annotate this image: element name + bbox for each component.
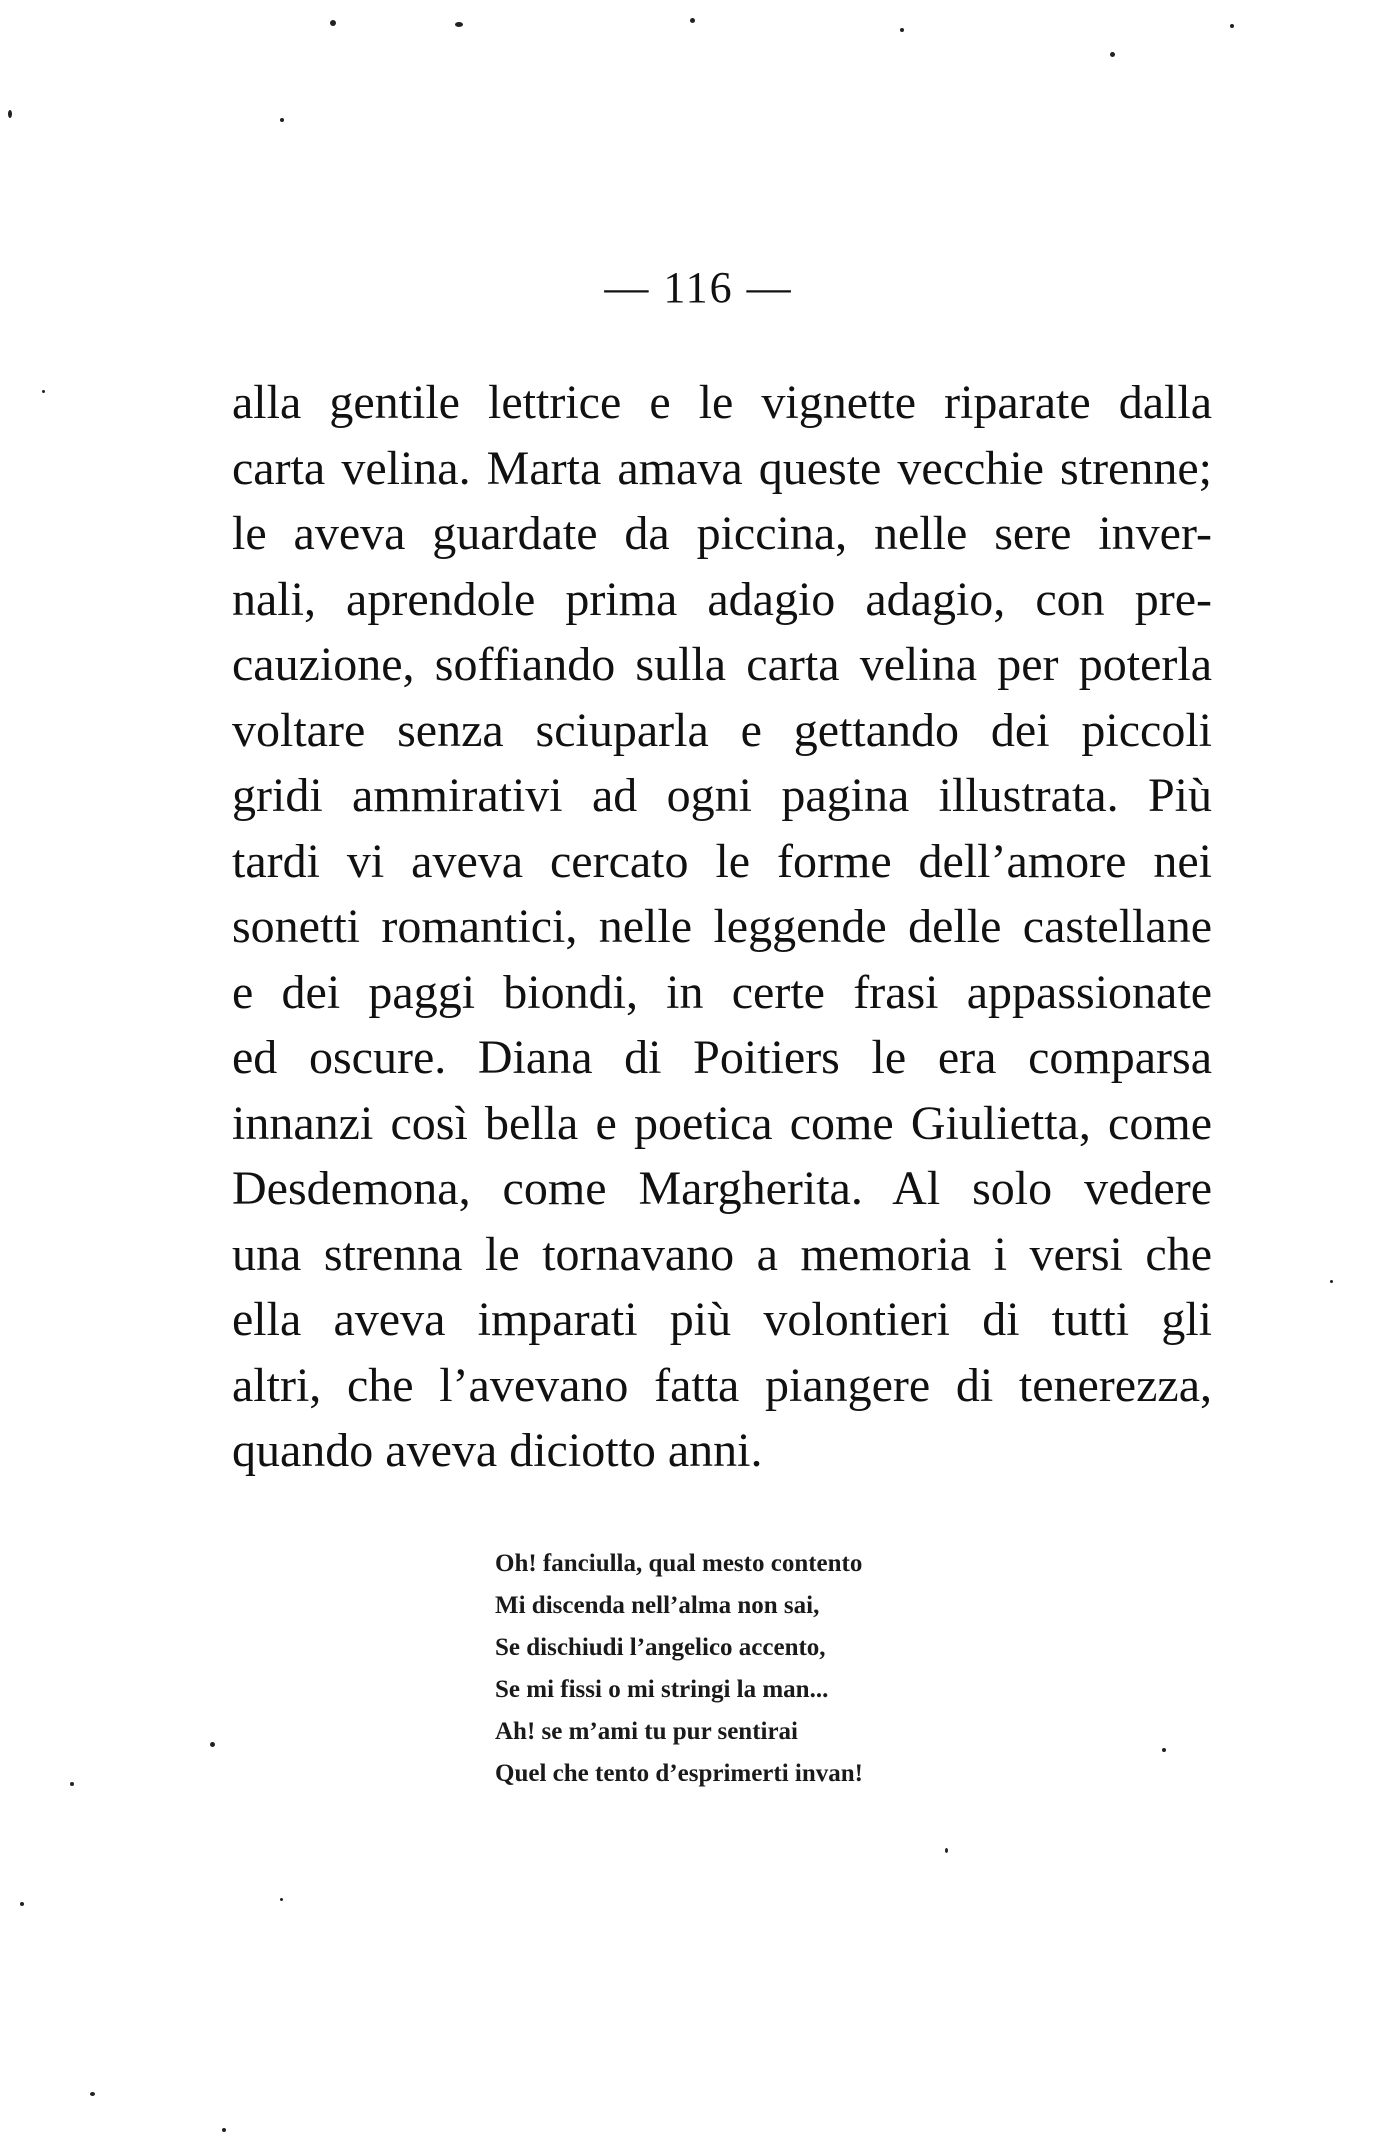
poem-line: Se mi fissi o mi stringi la man... — [495, 1676, 829, 1703]
text-line: gridi ammirativi ad ogni pagina illustrata. Più — [232, 769, 1212, 822]
scan-speck — [945, 1848, 948, 1853]
text-line: e dei paggi biondi, in certe frasi appassionate — [232, 965, 1212, 1019]
scan-speck — [222, 2128, 226, 2132]
scan-speck — [70, 1782, 74, 1786]
poem-line: Oh! fanciulla, qual mesto contento — [495, 1550, 863, 1577]
text-line: Desdemona, come Margherita. Al solo vedere — [232, 1162, 1212, 1215]
text-line: alla gentile lettrice e le vignette riparate dalla — [232, 376, 1212, 429]
text-line: nali, aprendole prima adagio adagio, con pre- — [232, 572, 1212, 626]
text-line: altri, che l’avevano fatta piangere di tenerezza, — [232, 1358, 1212, 1412]
scan-speck — [20, 1902, 24, 1906]
poem-line: Ah! se m’ami tu pur sentirai — [495, 1718, 799, 1745]
text-line: ella aveva imparati più volontieri di tutti gli — [232, 1293, 1212, 1346]
scan-speck — [455, 22, 463, 27]
scan-speck — [690, 18, 695, 23]
text-line: le aveva guardate da piccina, nelle sere inver- — [232, 507, 1212, 560]
text-line: una strenna le tornavano a memoria i versi che — [232, 1227, 1212, 1281]
text-line: sonetti romantici, nelle leggende delle castellane — [232, 900, 1212, 953]
scan-speck — [8, 110, 12, 118]
scan-speck — [90, 2092, 95, 2096]
scan-speck — [1162, 1748, 1166, 1752]
text-line: cauzione, soffiando sulla carta velina per poterla — [232, 638, 1212, 691]
text-line: carta velina. Marta amava queste vecchie strenne; — [232, 441, 1212, 495]
poem-line: Mi discenda nell’alma non sai, — [495, 1592, 820, 1619]
scan-speck — [280, 1898, 283, 1901]
scan-speck — [900, 28, 904, 32]
text-line: ed oscure. Diana di Poitiers le era comparsa — [232, 1031, 1212, 1084]
text-line: tardi vi aveva cercato le forme dell’amore nei — [232, 834, 1212, 888]
scan-speck — [330, 20, 336, 26]
text-line: innanzi così bella e poetica come Giulietta, come — [232, 1096, 1212, 1150]
body-paragraph — [232, 370, 1212, 1484]
text-line: voltare senza sciuparla e gettando dei piccoli — [232, 703, 1212, 757]
poem-line: Se dischiudi l’angelico accento, — [495, 1634, 826, 1661]
scan-speck — [1330, 1280, 1333, 1283]
scan-speck — [210, 1742, 215, 1747]
poem-stanza — [495, 1543, 863, 1795]
scan-speck — [42, 390, 45, 393]
scan-speck — [1230, 24, 1234, 28]
text-line: quando aveva diciotto anni. — [232, 1424, 763, 1477]
scan-speck — [280, 118, 284, 122]
poem-line: Quel che tento d’esprimerti invan! — [495, 1760, 864, 1787]
scan-speck — [1110, 52, 1115, 57]
page-number: — 116 — — [604, 263, 793, 312]
